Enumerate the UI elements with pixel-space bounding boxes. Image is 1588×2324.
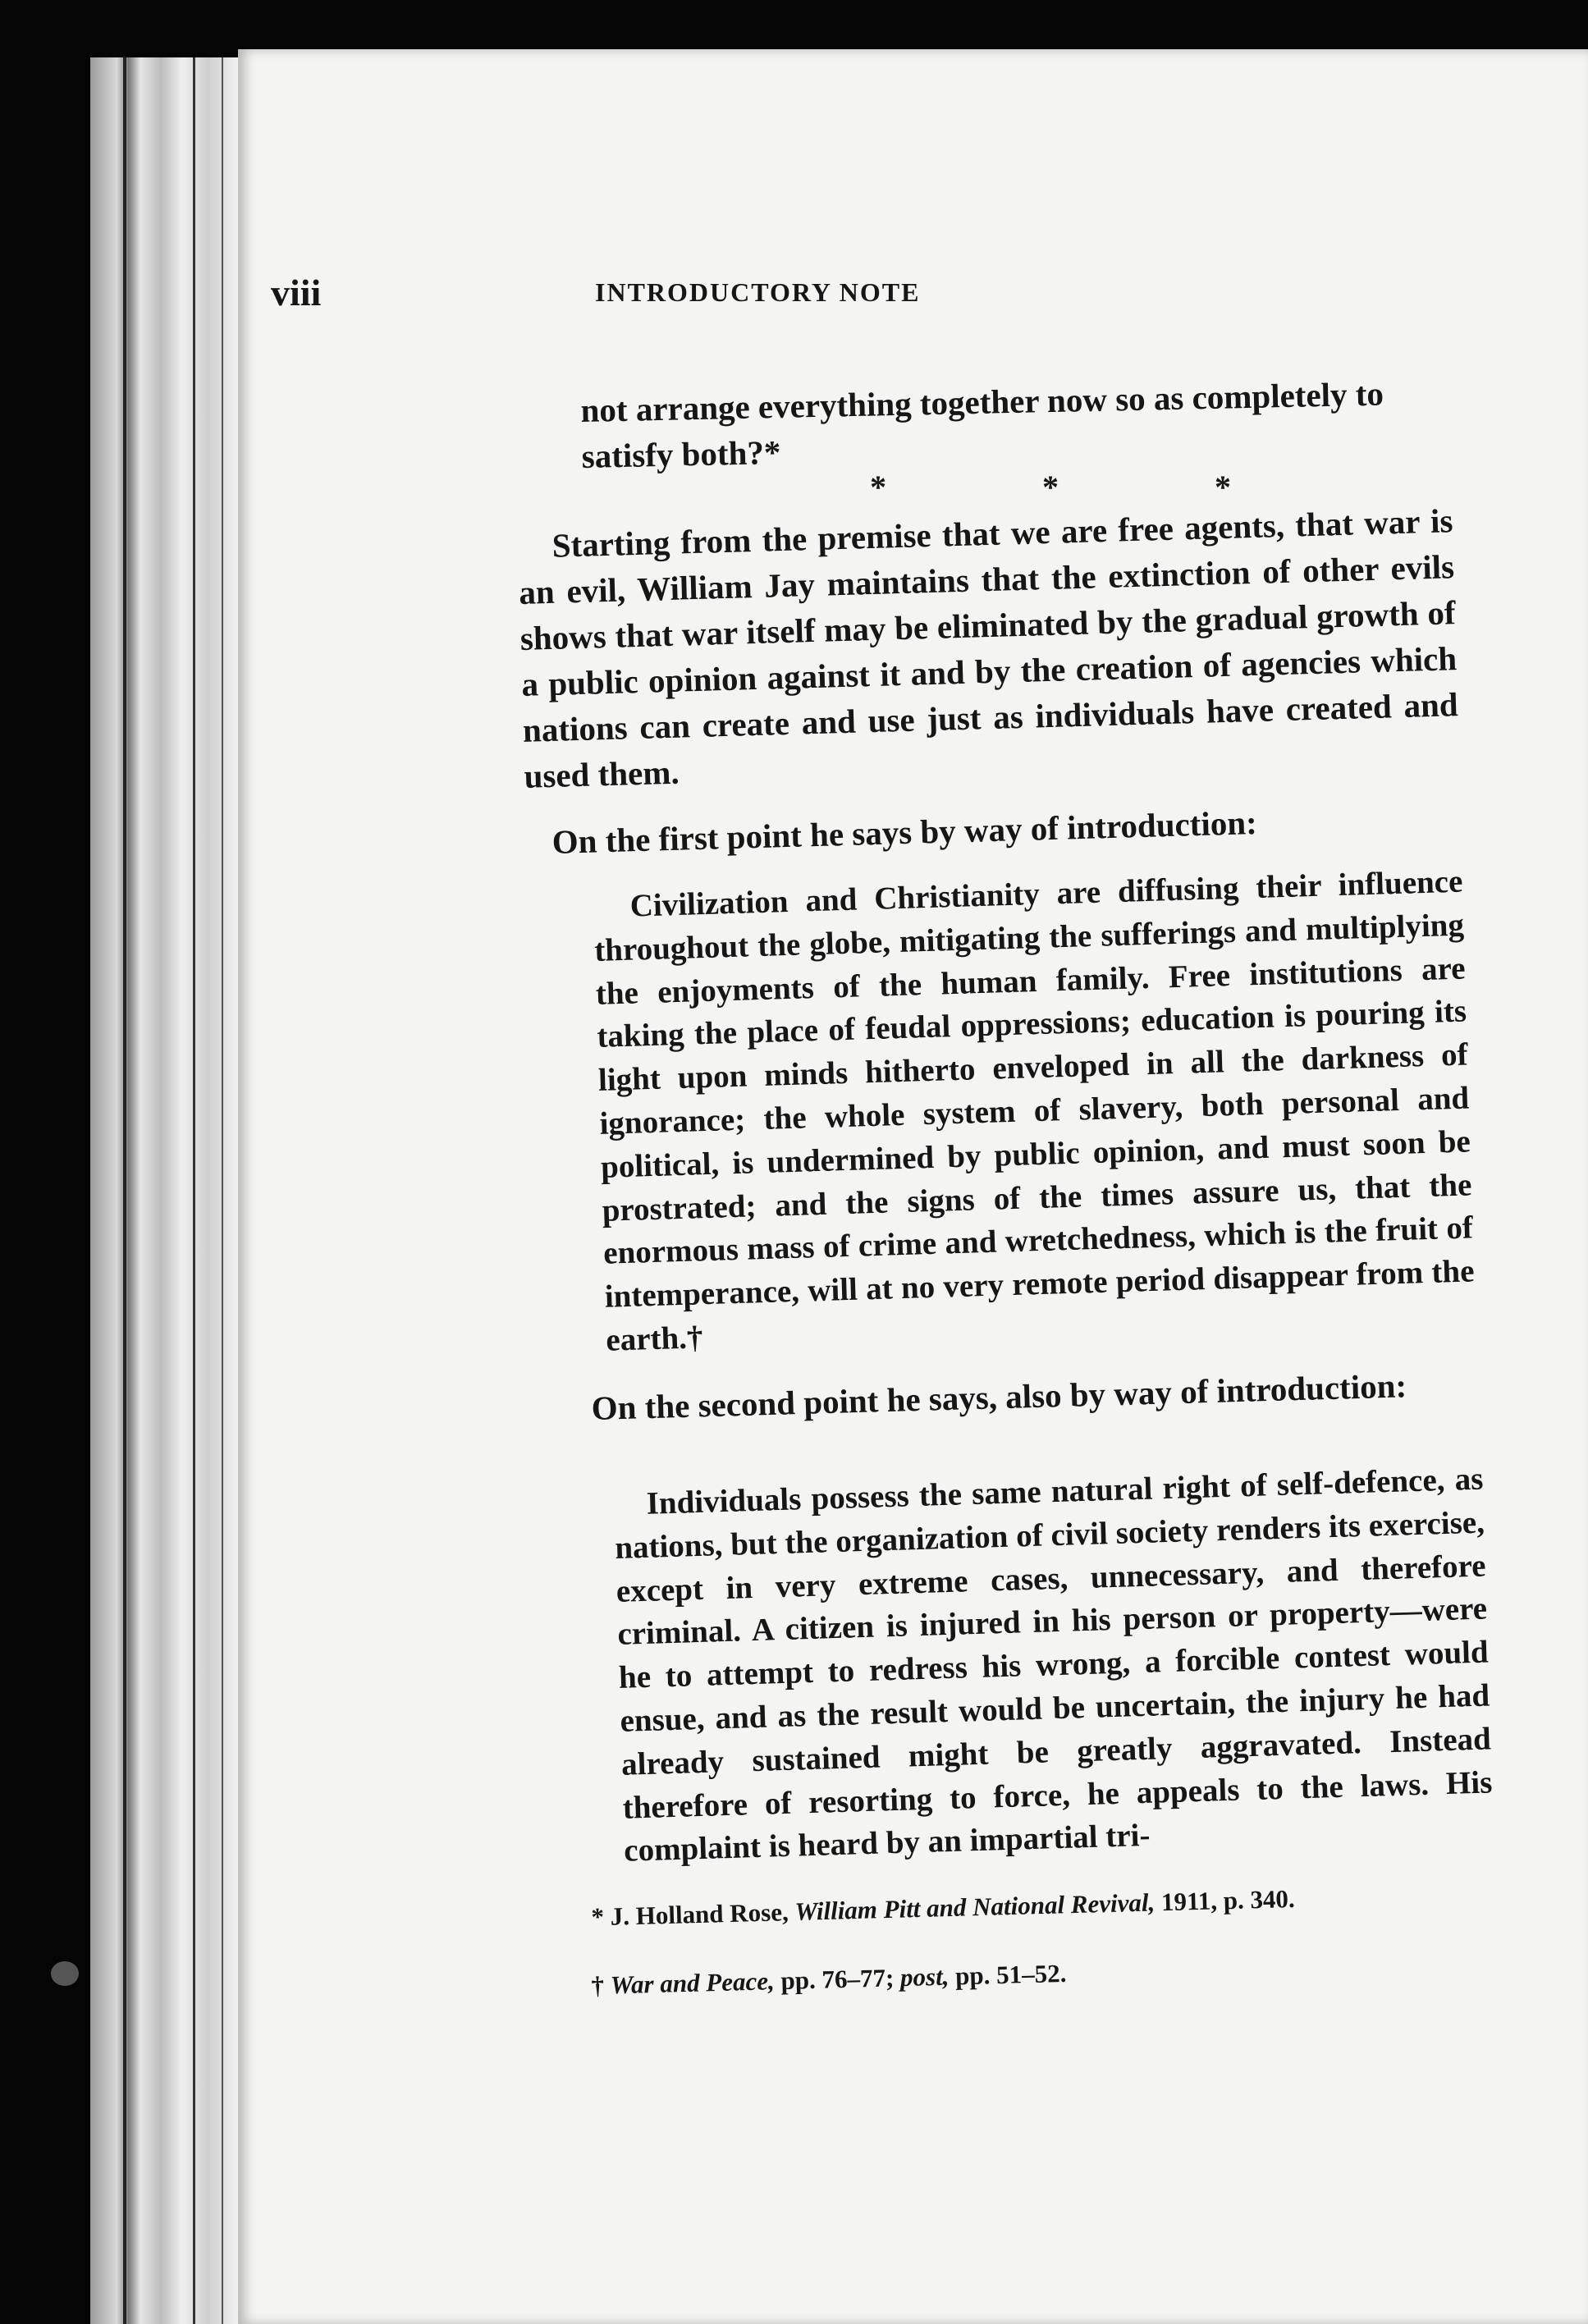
binding-edge-line bbox=[123, 57, 126, 2324]
footnote-2-title: War and Peace, bbox=[610, 1966, 776, 2000]
section-separator: * * * bbox=[870, 469, 1305, 506]
paragraph-second-point: On the second point he says, also by way of introduction: bbox=[591, 1366, 1407, 1428]
footnote-2-pages: pp. 76–77; bbox=[780, 1963, 895, 1995]
footnote-1-title: William Pitt and National Revival, bbox=[794, 1887, 1156, 1926]
footnote-2-mark: † bbox=[591, 1970, 605, 2000]
footnote-2-post: post, bbox=[899, 1961, 950, 1992]
footnote-2-post-pages: pp. 51–52. bbox=[954, 1958, 1067, 1991]
book-binding bbox=[90, 57, 238, 2324]
running-head: INTRODUCTORY NOTE bbox=[595, 277, 921, 307]
quote-second: Individuals possess the same natural right of self-defence, as nations, but the organization of civil society renders its exercise, except in very extreme cases, unnecessary, and therefore criminal. A citizen is injured in his person or property—were he to attempt to redress his wrong, a forcible contest would ensue, and as the result would be uncertain, the injury he had already sustained might be greatly aggravated. Instead therefore of resorting to force, he appeals to the laws. His complaint is heard by an impartial tri- bbox=[614, 1461, 1493, 1869]
footnote-1-author: * J. Holland Rose, bbox=[591, 1897, 789, 1932]
binding-edge-line bbox=[222, 57, 223, 2324]
binding-edge-line bbox=[193, 57, 195, 2324]
paragraph-first-point: On the first point he says by way of introduction: bbox=[551, 803, 1258, 861]
paragraph-continued: not arrange everything together now so as completely to satisfy both?* bbox=[580, 374, 1384, 475]
quote-first: Civilization and Christianity are diffusing their influence throughout the globe, mitigating the sufferings and multiplying the enjoyments of the human family. Free institutions are taking the place of feudal oppressions; education is pouring its light upon minds hitherto enveloped in all the darkness of ignorance; the whole system of slavery, both personal and political, is undermined by public opinion, and must soon be prostrated; and the signs of the times assure us, that the enormous mass of crime and wretchedness, which is the fruit of intemperance, will at no very remote period disappear from the earth.† bbox=[593, 863, 1476, 1358]
page-number: viii bbox=[271, 272, 322, 313]
footnote-1-details: 1911, p. 340. bbox=[1160, 1883, 1296, 1917]
paragraph-starting: Starting from the premise that we are free agents, that war is an evil, William Jay maintains that the extinction of other evils shows that war itself may be eliminated by the gradual growth of a public opinion against it and by the creation of agencies which nations can create and use just as individuals have created and used them. bbox=[518, 501, 1459, 795]
ink-blot bbox=[51, 1961, 79, 1986]
